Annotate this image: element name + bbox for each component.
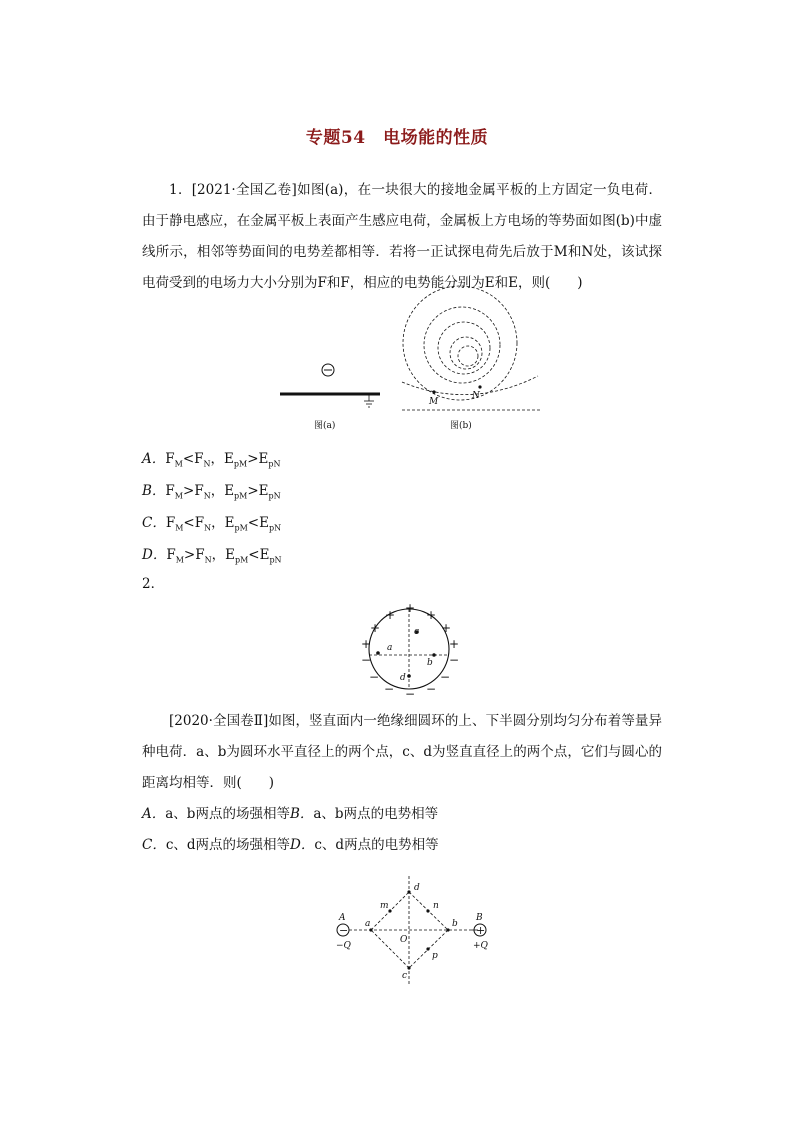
option-s4: pN (268, 523, 282, 533)
option-s3: pM (234, 491, 248, 501)
option-d-text: c、d两点的电势相等 (314, 837, 439, 853)
question-2-number: 2． (142, 576, 165, 592)
option-p2: F (194, 515, 205, 531)
option-p4: E (258, 451, 269, 467)
svg-text:−: − (384, 682, 395, 696)
question-1-stem: 1．[2021·全国乙卷]如图(a)，在一块很大的接地金属平板的上方固定一负电荷．由于静电感应，在金属平板上表面产生感应电荷，金属板上方电场的等势面如图(b)中虚线所示，相邻等势面间的电势差都相等．若将一正试探电荷先后放于M和N处，该试探电荷受到的电场力大小分别为F和F，相应的电势能分别为E和E，则( ) (142, 182, 662, 291)
option-rel1: > (183, 547, 196, 563)
option-s1: M (174, 491, 183, 501)
ring-point-c: c (414, 627, 420, 637)
point-m-label: M (429, 397, 439, 407)
option-letter: D． (142, 547, 167, 563)
option-s2: N (203, 491, 211, 501)
option-p3: E (224, 451, 234, 467)
option-p1: F (165, 515, 176, 531)
option-a-letter[interactable]: A． (142, 806, 166, 822)
option-sep: ， (210, 451, 225, 467)
option-s2: N (204, 555, 212, 565)
option-rel2: < (247, 515, 260, 531)
option-p1: F (165, 483, 175, 499)
svg-text:+: + (370, 621, 381, 635)
option-letter: C． (142, 515, 166, 531)
svg-text:−: − (426, 682, 437, 696)
option-s2: N (204, 523, 212, 533)
figure-1b-label: 图(b) (450, 421, 472, 431)
figure-1a-label: 图(a) (314, 421, 336, 431)
option-s1: M (174, 459, 183, 469)
option-p2: F (195, 547, 205, 563)
rhombus-point-n: n (433, 901, 439, 911)
option-rel2: > (247, 483, 259, 499)
charge-b-value: +Q (473, 941, 488, 951)
charge-a-sign: − (339, 924, 349, 937)
option-s3: pM (234, 555, 249, 565)
svg-text:−: − (369, 670, 380, 684)
charge-a-label: A (339, 913, 346, 923)
option-c-letter[interactable]: C． (142, 837, 166, 853)
option-p3: E (224, 515, 235, 531)
option-p4: E (259, 547, 270, 563)
svg-text:+: + (385, 608, 396, 622)
option-b-letter[interactable]: B． (289, 806, 314, 822)
option-letter: B． (142, 483, 166, 499)
charge-b-label: B (476, 913, 483, 923)
svg-text:+: + (361, 637, 372, 651)
option-p1: F (165, 451, 175, 467)
option-s4: pN (268, 491, 281, 501)
option-c-text: c、d两点的场强相等 (165, 837, 291, 853)
option-s2: N (203, 459, 211, 469)
svg-text:−: − (405, 687, 416, 701)
option-p2: F (194, 483, 204, 499)
option-d-letter[interactable]: D． (290, 837, 315, 853)
ring-point-b: b (427, 658, 433, 668)
ring-point-a: a (387, 643, 393, 653)
svg-text:−: − (449, 653, 460, 667)
option-p2: F (194, 451, 204, 467)
rhombus-point-c: c (402, 971, 408, 981)
option-a-text: a、b两点的场强相等 (165, 806, 290, 822)
svg-text:−: − (440, 670, 451, 684)
option-rel1: > (183, 483, 195, 499)
option-p4: E (258, 483, 269, 499)
svg-text:+: + (449, 637, 460, 651)
option-s3: pM (234, 523, 248, 533)
rhombus-point-p: p (432, 951, 438, 961)
option-rel1: < (183, 515, 195, 531)
option-sep: ， (211, 515, 225, 531)
option-s3: pM (233, 459, 248, 469)
option-s1: M (175, 555, 184, 565)
svg-text:+: + (426, 608, 437, 622)
option-letter: A． (142, 451, 166, 467)
charge-b-sign: + (476, 924, 486, 937)
option-rel2: < (248, 547, 260, 563)
question-2-text: [2020·全国卷Ⅱ]如图，竖直面内一绝缘细圆环的上、下半圆分别均匀分布着等量异种电荷．a、b为圆环水平直径上的两个点，c、d为竖直直径上的两个点，它们与圆心的距离均相等．则( ) (142, 713, 662, 791)
option-s4: pN (268, 459, 281, 469)
rhombus-point-m: m (380, 901, 389, 911)
option-s4: pN (269, 555, 282, 565)
option-p3: E (225, 547, 235, 563)
rhombus-point-b: b (452, 919, 458, 929)
option-p3: E (224, 483, 235, 499)
rhombus-point-a: a (365, 919, 371, 929)
svg-text:−: − (361, 653, 372, 667)
option-p4: E (259, 515, 269, 531)
option-s1: M (175, 523, 184, 533)
ring-point-d: d (400, 673, 406, 683)
point-n-label: N (472, 391, 480, 401)
rhombus-point-d: d (414, 883, 420, 893)
option-b-text: a、b两点的电势相等 (313, 806, 439, 822)
option-rel1: < (182, 451, 195, 467)
rhombus-center-o: O (400, 935, 408, 945)
charge-a-value: −Q (336, 941, 351, 951)
option-p1: F (166, 547, 176, 563)
option-sep: ， (210, 483, 225, 499)
page-title: 专题54 电场能的性质 (305, 128, 489, 148)
option-sep: ， (211, 547, 226, 563)
svg-text:+: + (441, 621, 452, 635)
option-rel2: > (247, 451, 259, 467)
svg-text:+: + (405, 601, 416, 615)
